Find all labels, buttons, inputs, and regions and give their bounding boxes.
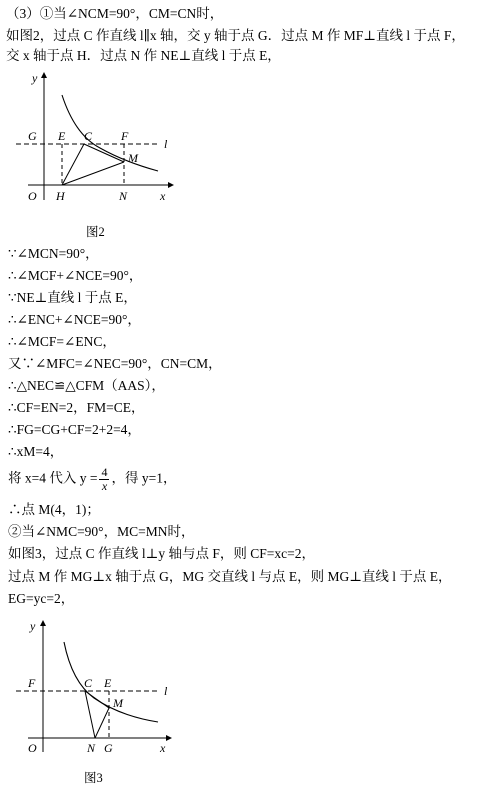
label-x: x	[160, 741, 166, 755]
part3-intro: （3）①当∠NCM=90°，CM=CN时，	[6, 6, 224, 21]
label-E: E	[104, 676, 112, 690]
label-H: H	[56, 189, 65, 203]
step-7: ∴△NEC≌△CFM（AAS），	[8, 378, 165, 393]
fraction-denominator: x	[101, 479, 108, 493]
step-14: 如图3，过点 C 作直线 l⊥y 轴与点 F，则 CF=xc=2，	[8, 546, 315, 561]
figure-2	[0, 66, 200, 238]
label-C: C	[84, 129, 93, 143]
label-E: E	[58, 129, 66, 143]
fraction-numerator: 4	[101, 465, 108, 479]
label-l: l	[164, 684, 168, 698]
label-G: G	[104, 741, 113, 755]
label-l: l	[164, 137, 168, 151]
step-5: ∴∠MCF=∠ENC，	[8, 334, 116, 349]
step-11	[8, 466, 176, 493]
label-M: M	[128, 151, 138, 165]
segment-HC	[62, 144, 84, 185]
label-F: F	[121, 129, 129, 143]
hyperbola-curve	[62, 95, 158, 171]
label-O: O	[28, 189, 37, 203]
x-axis-arrow	[168, 182, 174, 188]
figure-3-caption: 图3	[84, 771, 103, 785]
segment-HM	[62, 162, 124, 185]
step-2: ∴∠MCF+∠NCE=90°，	[8, 268, 143, 283]
step-8: ∴CF=EN=2，FM=CE，	[8, 400, 145, 415]
step-3: ∵NE⊥直线 l 于点 E，	[8, 290, 137, 305]
label-C: C	[84, 676, 93, 690]
figure-2-caption: 图2	[86, 225, 105, 239]
x-axis-arrow	[166, 735, 172, 741]
y-axis-arrow	[41, 72, 47, 78]
figure-3	[0, 612, 200, 762]
label-N: N	[119, 189, 128, 203]
label-M: M	[113, 696, 123, 710]
segment-CM	[84, 144, 124, 162]
y-axis-arrow	[40, 620, 46, 626]
label-O: O	[28, 741, 37, 755]
fraction-4-over-x	[99, 466, 109, 493]
construction-line-2: 交 x 轴于点 H．过点 N 作 NE⊥直线 l 于点 E，	[6, 48, 281, 63]
step-11-part-b: ，得 y=1，	[111, 470, 177, 486]
label-y: y	[32, 71, 38, 85]
step-13: ②当∠NMC=90°，MC=MN时，	[8, 524, 195, 539]
step-10: ∴xM=4，	[8, 444, 64, 459]
segment-NM	[95, 708, 109, 738]
label-F: F	[28, 676, 36, 690]
step-15: 过点 M 作 MG⊥x 轴于点 G，MG 交直线 l 与点 E，则 MG⊥直线 l 于点 E，	[8, 569, 452, 584]
label-N: N	[87, 741, 96, 755]
label-G: G	[28, 129, 37, 143]
step-9: ∴FG=CG+CF=2+2=4，	[8, 422, 141, 437]
label-y: y	[30, 619, 36, 633]
step-11-part-a: 将 x=4 代入 y =	[8, 470, 98, 486]
step-16: EG=yc=2，	[8, 591, 75, 606]
step-4: ∴∠ENC+∠NCE=90°，	[8, 312, 141, 327]
label-x: x	[160, 189, 166, 203]
construction-line-1: 如图2，过点 C 作直线 l∥x 轴，交 y 轴于点 G．过点 M 作 MF⊥直线 l 于点 F，	[6, 28, 465, 43]
step-1: ∵∠MCN=90°，	[8, 246, 99, 261]
step-12: ∴点 M(4，1)；	[8, 502, 100, 517]
segment-CM	[85, 691, 109, 708]
step-6: 又∵∠MFC=∠NEC=90°，CN=CM，	[8, 356, 222, 371]
